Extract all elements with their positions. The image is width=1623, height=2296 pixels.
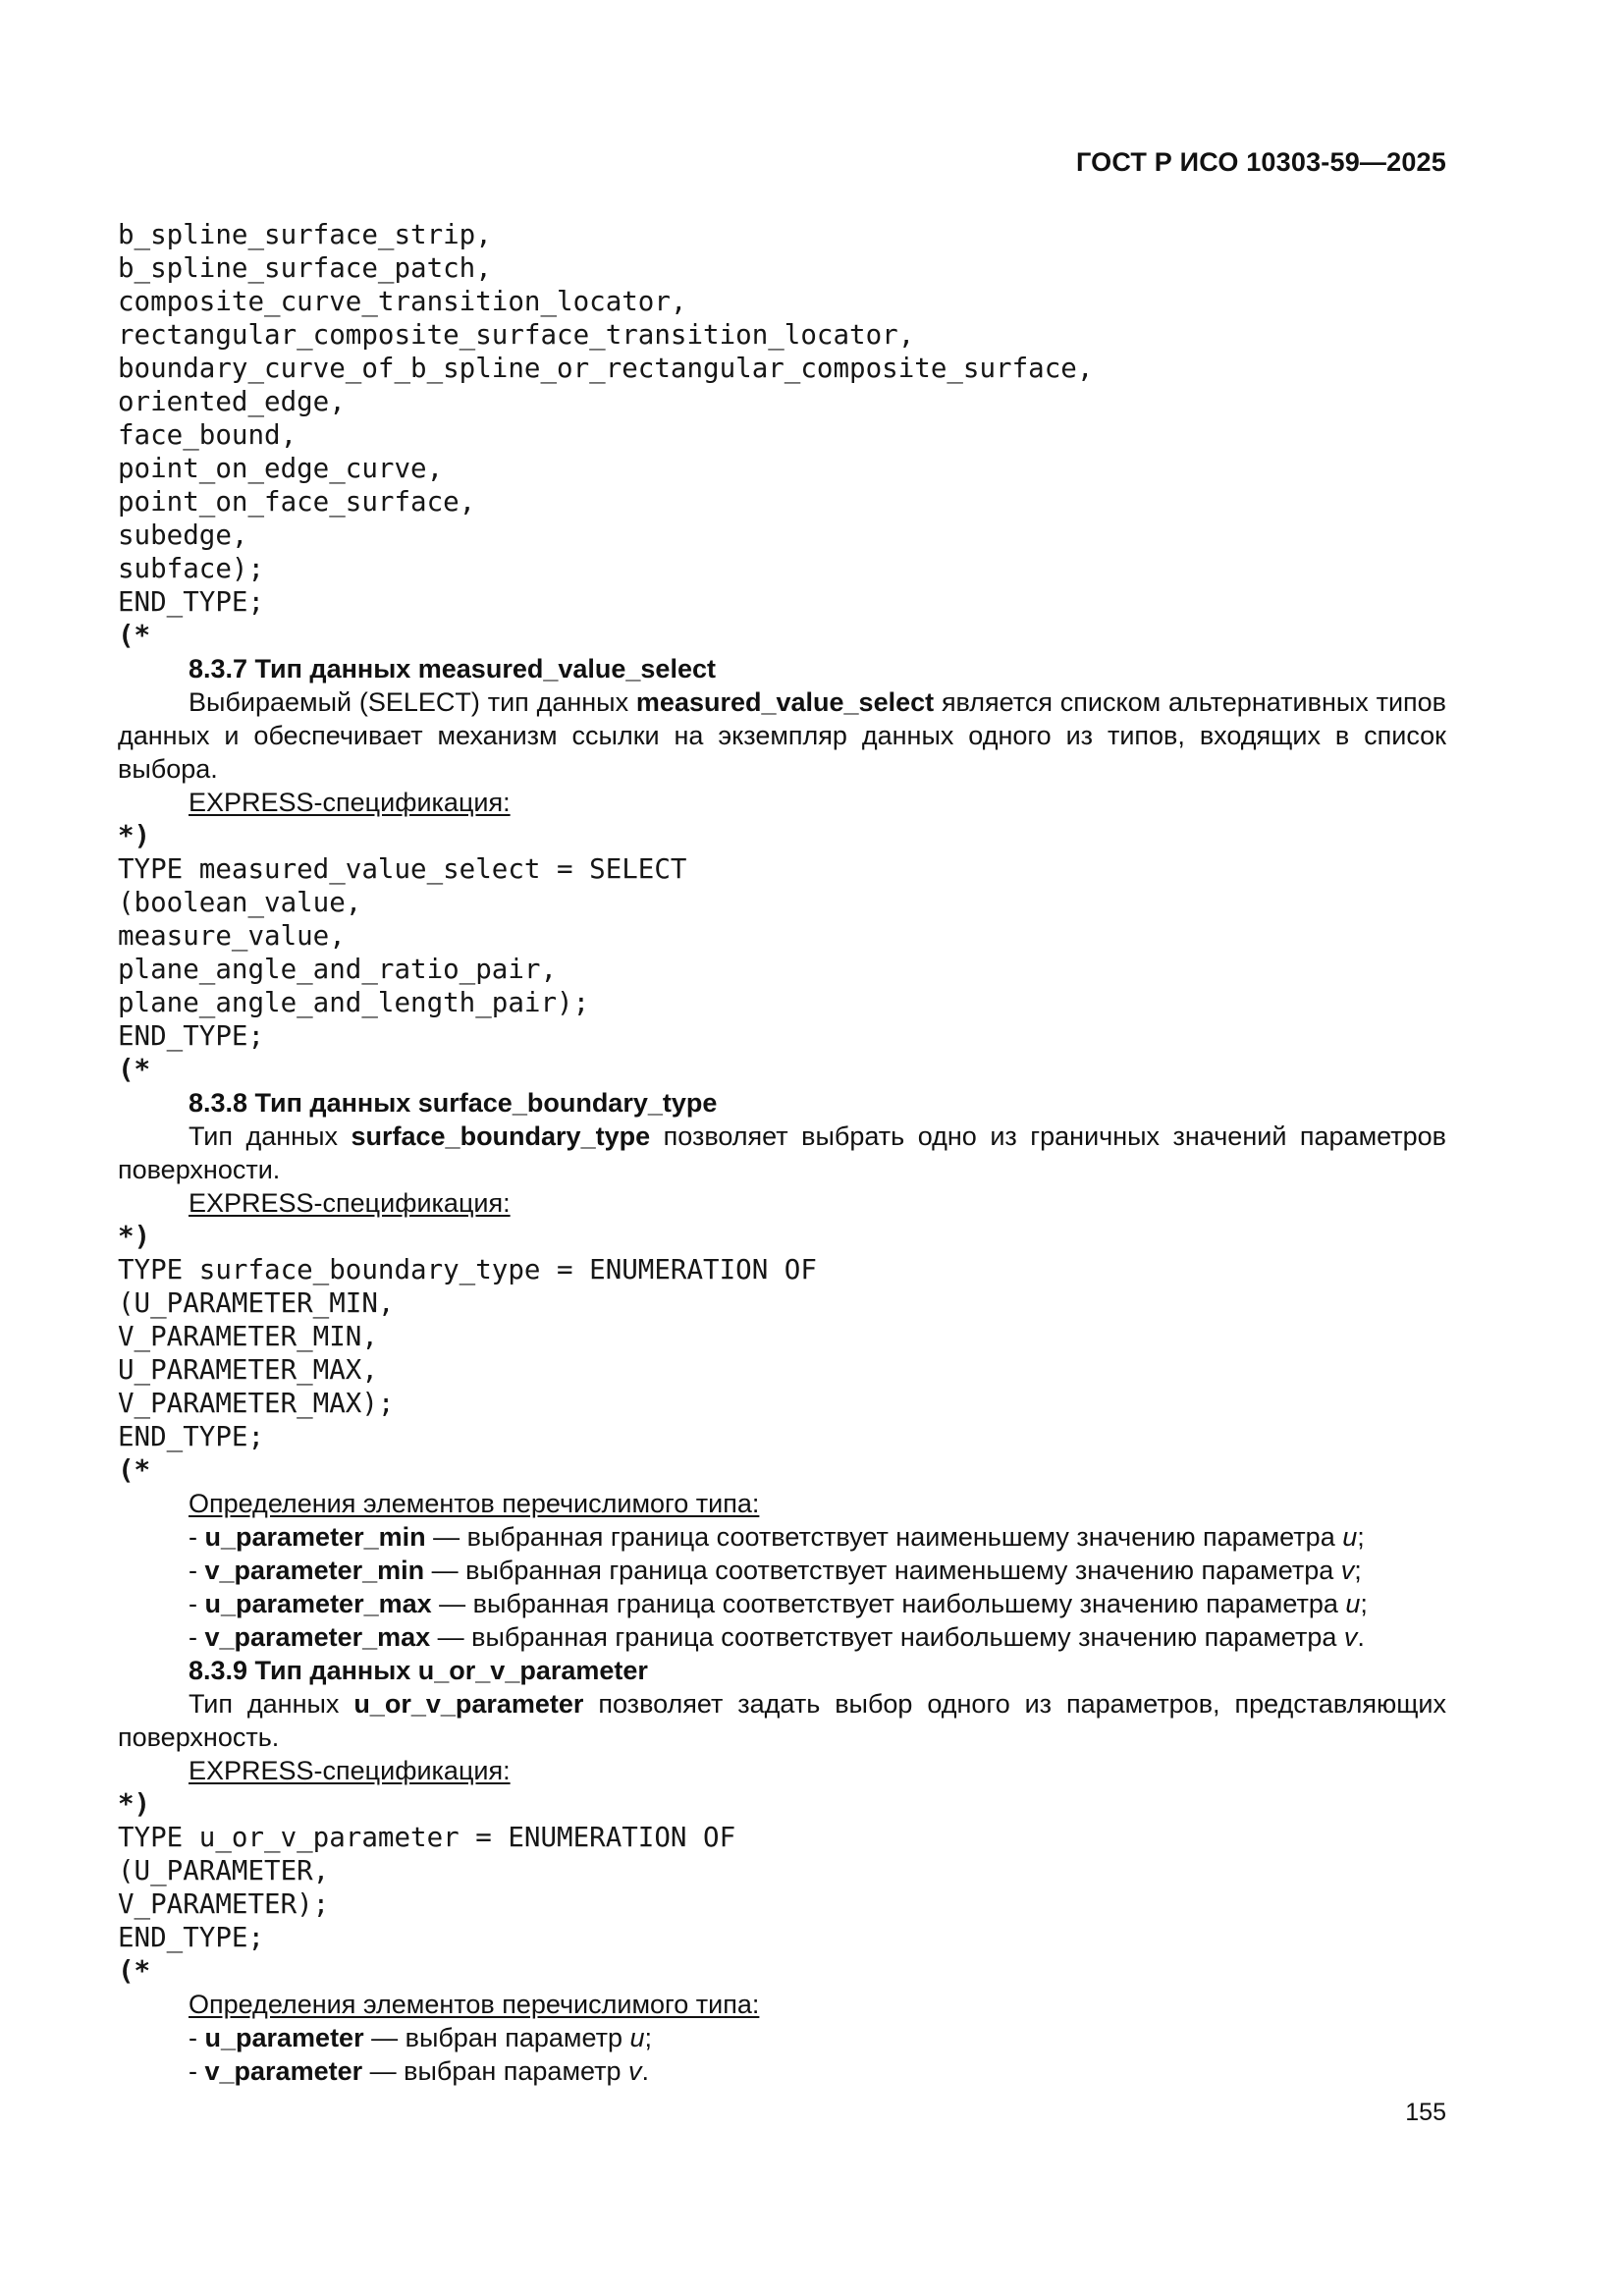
document-header: ГОСТ Р ИСО 10303-59—2025 (1076, 147, 1446, 177)
definitions-label-text: Определения элементов перечислимого типа: (189, 1489, 760, 1518)
code-line: (* (118, 1454, 151, 1486)
code-line: (boolean_value, (118, 887, 362, 918)
code-line: END_TYPE; (118, 1922, 265, 1953)
code-line: (U_PARAMETER, (118, 1855, 330, 1886)
express-label (118, 786, 1446, 819)
list-dash: - (189, 2023, 205, 2052)
code-line: V_PARAMETER_MAX); (118, 1388, 395, 1419)
code-line: *) (118, 820, 151, 851)
code-line: (* (118, 1955, 151, 1987)
code-line: TYPE measured_value_select = SELECT (118, 853, 687, 885)
list-dash: - (189, 2056, 205, 2086)
paragraph-text: позволяет выбрать одно из граничных значений параметров поверхности. (118, 1121, 1446, 1184)
express-label (118, 1186, 1446, 1220)
code-line: b_spline_surface_strip, (118, 219, 492, 250)
code-line: U_PARAMETER_MAX, (118, 1354, 378, 1386)
definition-item (118, 1554, 1446, 1587)
code-line: b_spline_surface_patch, (118, 252, 492, 284)
section-paragraph (118, 1120, 1446, 1186)
code-line: END_TYPE; (118, 586, 265, 618)
paragraph-text: Выбираемый (SELECT) тип данных (189, 687, 636, 717)
definition-item (118, 2054, 1446, 2088)
page-number: 155 (1405, 2099, 1446, 2126)
list-dash: - (189, 1522, 205, 1552)
code-line: END_TYPE; (118, 1421, 265, 1452)
code-line: V_PARAMETER_MIN, (118, 1321, 378, 1352)
list-dash: - (189, 1589, 205, 1618)
definition-term: u_parameter (204, 2023, 364, 2052)
definition-variable: u (1342, 1522, 1358, 1552)
definition-text: — выбран параметр (362, 2056, 629, 2086)
code-line: subedge, (118, 519, 248, 551)
definition-text: — выбранная граница соответствует наибольшему значению параметра (431, 1589, 1346, 1618)
definition-variable: u (629, 2023, 645, 2052)
code-block-top (118, 218, 1446, 652)
definition-end: ; (1360, 1589, 1368, 1618)
code-line: *) (118, 1788, 151, 1820)
code-line: point_on_face_surface, (118, 486, 476, 518)
paragraph-text: является списком альтернативных типов данных и обеспечивает механизм ссылки на экземпляр данных одного из типов, входящих в список выбора. (118, 687, 1447, 784)
definition-text: — выбранная граница соответствует наименьшему значению параметра (425, 1522, 1343, 1552)
definition-end: . (1357, 1622, 1365, 1652)
paragraph-text: Тип данных (189, 1121, 352, 1151)
code-line: subface); (118, 553, 265, 584)
definition-end: ; (1354, 1556, 1362, 1585)
code-line: (* (118, 620, 151, 651)
code-line: point_on_edge_curve, (118, 453, 444, 484)
code-line: face_bound, (118, 419, 298, 451)
section-heading: 8.3.9 Тип данных u_or_v_parameter (189, 1656, 648, 1685)
definition-term: v_parameter_min (204, 1556, 425, 1585)
definition-item (118, 1520, 1446, 1554)
definition-variable: u (1345, 1589, 1361, 1618)
definition-term: v_parameter (204, 2056, 363, 2086)
code-line: plane_angle_and_ratio_pair, (118, 954, 558, 985)
definition-variable: v (1343, 1622, 1358, 1652)
express-label-text: EXPRESS-спецификация: (189, 788, 511, 817)
list-dash: - (189, 1556, 205, 1585)
code-line: TYPE u_or_v_parameter = ENUMERATION OF (118, 1822, 736, 1853)
code-line: *) (118, 1221, 151, 1252)
page-content (118, 218, 1446, 2088)
section-8-3-8 (118, 1086, 1446, 1654)
section-heading: 8.3.8 Тип данных surface_boundary_type (189, 1088, 718, 1118)
definition-text: — выбранная граница соответствует наименьшему значению параметра (424, 1556, 1341, 1585)
definition-variable: v (1340, 1556, 1355, 1585)
section-paragraph (118, 1687, 1446, 1754)
code-line: (* (118, 1054, 151, 1085)
code-line: rectangular_composite_surface_transition_locator, (118, 319, 915, 351)
definition-item (118, 2021, 1446, 2054)
definition-text: — выбранная граница соответствует наибольшему значению параметра (430, 1622, 1344, 1652)
express-label-text: EXPRESS-спецификация: (189, 1756, 511, 1785)
paragraph-text: позволяет задать выбор одного из параметров, представляющих поверхность. (118, 1689, 1446, 1752)
code-line: (U_PARAMETER_MIN, (118, 1287, 395, 1319)
code-line: V_PARAMETER); (118, 1888, 330, 1920)
code-line: oriented_edge, (118, 386, 346, 417)
code-line: plane_angle_and_length_pair); (118, 987, 590, 1018)
code-line: composite_curve_transition_locator, (118, 286, 687, 317)
code-line: TYPE surface_boundary_type = ENUMERATION OF (118, 1254, 817, 1285)
list-dash: - (189, 1622, 205, 1652)
definition-term: v_parameter_max (204, 1622, 431, 1652)
definitions-label (118, 1988, 1446, 2021)
paragraph-text: Тип данных (189, 1689, 354, 1719)
definition-term: u_parameter_max (204, 1589, 432, 1618)
definition-variable: v (628, 2056, 642, 2086)
paragraph-term: surface_boundary_type (351, 1121, 651, 1151)
section-8-3-9 (118, 1654, 1446, 2088)
code-line: boundary_curve_of_b_spline_or_rectangular_composite_surface, (118, 353, 1094, 384)
code-line: measure_value, (118, 920, 346, 952)
section-8-3-7 (118, 652, 1446, 1086)
express-label (118, 1754, 1446, 1787)
paragraph-term: measured_value_select (635, 687, 935, 717)
section-paragraph (118, 685, 1446, 786)
definition-item (118, 1620, 1446, 1654)
definitions-label (118, 1487, 1446, 1520)
definition-term: u_parameter_min (204, 1522, 426, 1552)
code-line: END_TYPE; (118, 1020, 265, 1052)
paragraph-term: u_or_v_parameter (353, 1689, 584, 1719)
definition-end: ; (1357, 1522, 1365, 1552)
express-label-text: EXPRESS-спецификация: (189, 1188, 511, 1218)
definitions-label-text: Определения элементов перечислимого типа: (189, 1990, 760, 2019)
definition-end: ; (644, 2023, 653, 2052)
section-heading: 8.3.7 Тип данных measured_value_select (189, 654, 716, 683)
definition-item (118, 1587, 1446, 1620)
definition-text: — выбран параметр (363, 2023, 630, 2052)
definition-end: . (641, 2056, 650, 2086)
